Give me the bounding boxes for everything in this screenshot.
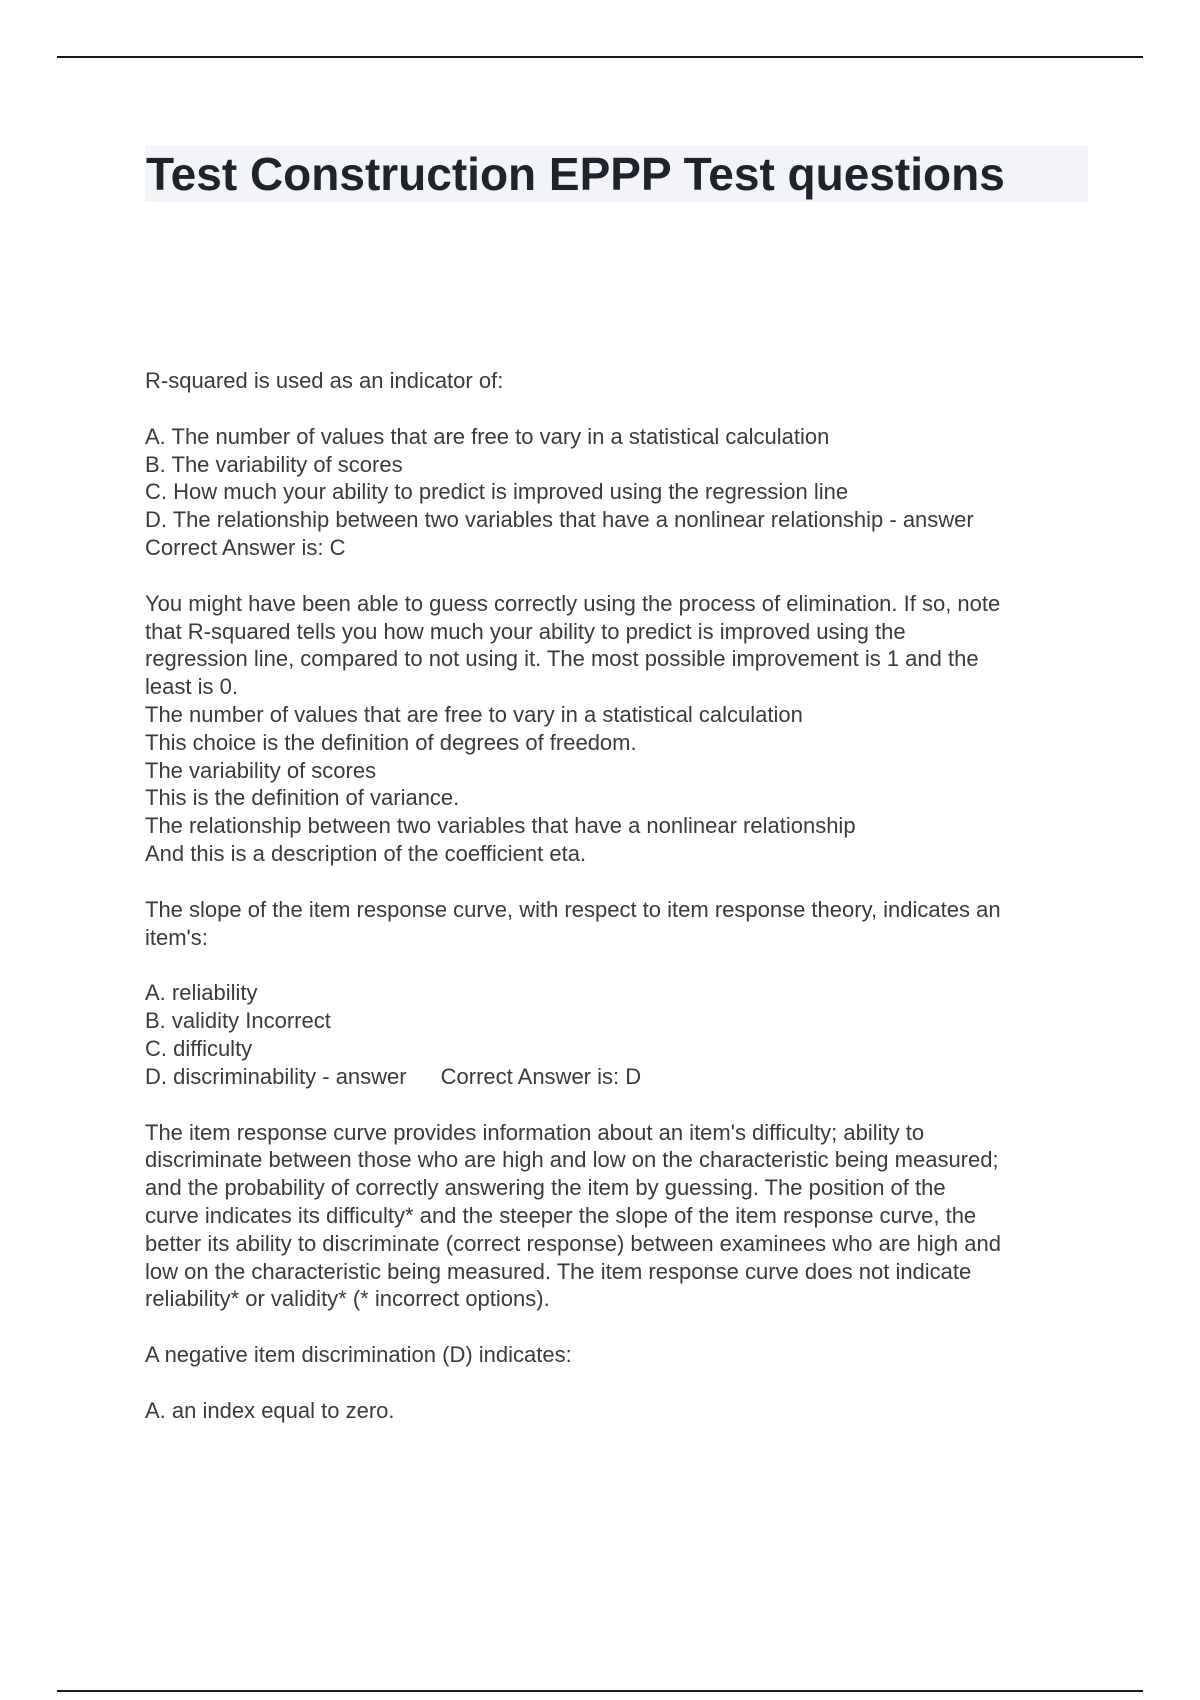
spacer xyxy=(145,562,1085,590)
spacer xyxy=(145,1091,1085,1119)
spacer xyxy=(145,1313,1085,1341)
question-2-explanation-line: curve indicates its difficulty* and the steeper the slope of the item response curve, the xyxy=(145,1202,977,1228)
question-2-explanation-line: reliability* or validity* (* incorrect options). xyxy=(145,1286,550,1312)
top-rule xyxy=(57,56,1143,58)
page-title: Test Construction EPPP Test questions xyxy=(146,148,1005,200)
question-1-option-b: B. The variability of scores xyxy=(145,451,403,477)
bottom-rule xyxy=(57,1690,1143,1692)
question-1-explanation-line: This is the definition of variance. xyxy=(145,785,460,811)
question-1-explanation-line: The variability of scores xyxy=(145,757,377,783)
question-1-explanation-line: regression line, compared to not using it. The most possible improvement is 1 and the xyxy=(145,646,979,672)
question-1-option-a: A. The number of values that are free to vary in a statistical calculation xyxy=(145,423,830,449)
question-2-stem-line: The slope of the item response curve, with respect to item response theory, indicates an xyxy=(145,896,1001,922)
question-2-explanation-line: low on the characteristic being measured. The item response curve does not indicate xyxy=(145,1258,972,1284)
question-1-explanation-line: least is 0. xyxy=(145,674,238,700)
spacer xyxy=(145,868,1085,896)
question-2-option-a: A. reliability xyxy=(145,980,258,1006)
question-2-correct-answer: Correct Answer is: D xyxy=(440,1063,642,1089)
question-2-option-d-row xyxy=(145,1063,1085,1091)
question-1-explanation-line: The number of values that are free to vary in a statistical calculation xyxy=(145,701,803,727)
spacer xyxy=(145,951,1085,979)
question-1-correct-answer: Correct Answer is: C xyxy=(145,534,346,560)
question-2-explanation-line: The item response curve provides information about an item's difficulty; ability to xyxy=(145,1119,925,1145)
question-3-stem: A negative item discrimination (D) indicates: xyxy=(145,1342,572,1368)
question-2-stem-line: item's: xyxy=(145,924,208,950)
question-1-explanation-line: You might have been able to guess correctly using the process of elimination. If so, note xyxy=(145,590,1001,616)
question-1-stem: R-squared is used as an indicator of: xyxy=(145,368,504,393)
question-1-explanation-line: The relationship between two variables that have a nonlinear relationship xyxy=(145,813,856,839)
question-1-explanation-line: This choice is the definition of degrees of freedom. xyxy=(145,729,637,755)
question-2-explanation-line: better its ability to discriminate (correct response) between examinees who are high and xyxy=(145,1230,1001,1256)
question-1-option-c: C. How much your ability to predict is improved using the regression line xyxy=(145,479,849,505)
spacer xyxy=(145,1369,1085,1397)
question-2-option-d: D. discriminability - answer xyxy=(145,1063,407,1089)
question-1-explanation-line: that R-squared tells you how much your ability to predict is improved using the xyxy=(145,618,906,644)
question-3-option-a: A. an index equal to zero. xyxy=(145,1397,395,1423)
question-2-option-b: B. validity Incorrect xyxy=(145,1008,331,1034)
document-body xyxy=(145,367,1085,1425)
question-1-option-d: D. The relationship between two variables that have a nonlinear relationship - answer xyxy=(145,507,974,533)
spacer xyxy=(145,395,1085,423)
question-2-option-c: C. difficulty xyxy=(145,1035,253,1061)
question-1-explanation-line: And this is a description of the coefficient eta. xyxy=(145,840,587,866)
question-2-explanation-line: discriminate between those who are high and low on the characteristic being measured; xyxy=(145,1147,999,1173)
question-2-explanation-line: and the probability of correctly answering the item by guessing. The position of the xyxy=(145,1175,946,1201)
